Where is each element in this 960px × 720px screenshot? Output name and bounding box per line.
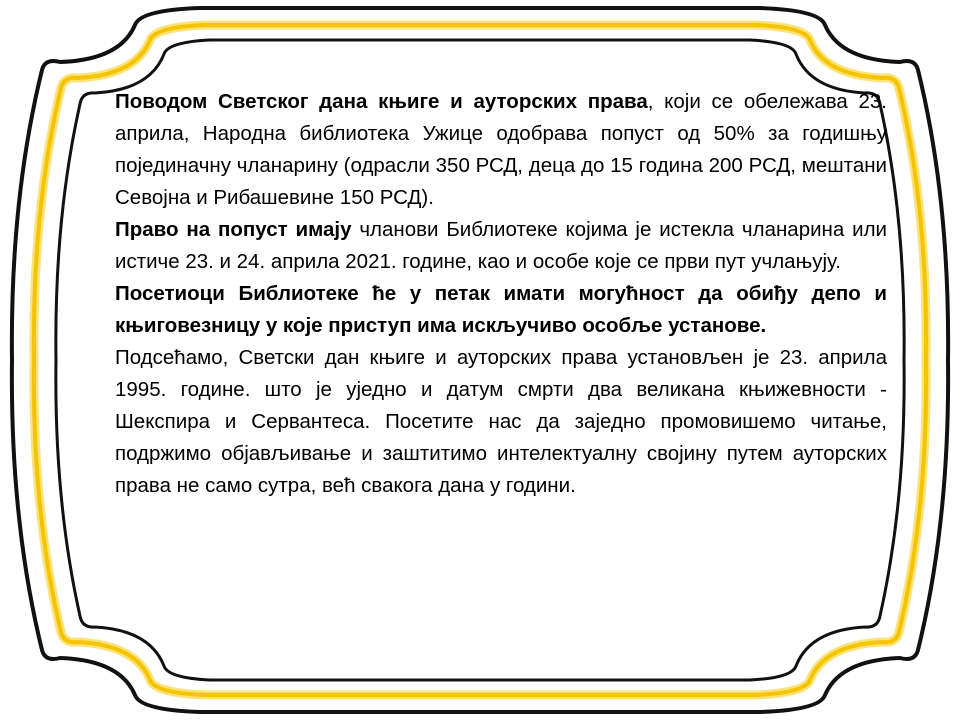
announcement-text: [115, 86, 887, 502]
paragraph-eligibility: [115, 214, 887, 278]
paragraph-discount-lead: Поводом Светског дана књиге и ауторских права: [115, 90, 648, 113]
paragraph-discount-body: , који се обележава 23. априла, Народна библиотека Ужице одобрава попуст од 50% за годишњу појединачну чланарину (одрасли 350 РСД, деца до 15 година 200 РСД, мештани Севојна и Рибашевине 150 РСД).: [115, 90, 887, 209]
paragraph-visitors-lead: Посетиоци Библиотеке ће у петак имати могућност да обиђу депо и књиговезницу у које приступ има искључиво особље установе.: [115, 282, 887, 337]
paragraph-reminder-body: Подсећамо, Светски дан књиге и ауторских права установљен је 23. априла 1995. године. што је уједно и датум смрти два великана књижевности - Шекспира и Сервантеса. Посетите нас да заједно промовишемо читање, подржимо објављивање и заштитимо интелектуалну својину путем ауторских права не само сутра, већ свакога дана у години.: [115, 346, 887, 497]
paragraph-visitors: [115, 278, 887, 342]
paragraph-discount: [115, 86, 887, 214]
paragraph-eligibility-lead: Право на попуст имају: [115, 218, 352, 241]
paragraph-reminder: [115, 342, 887, 502]
paragraph-eligibility-body: чланови Библиотеке којима је истекла чланарина или истиче 23. и 24. априла 2021. године, као и особе које се први пут учлањују.: [115, 218, 888, 273]
